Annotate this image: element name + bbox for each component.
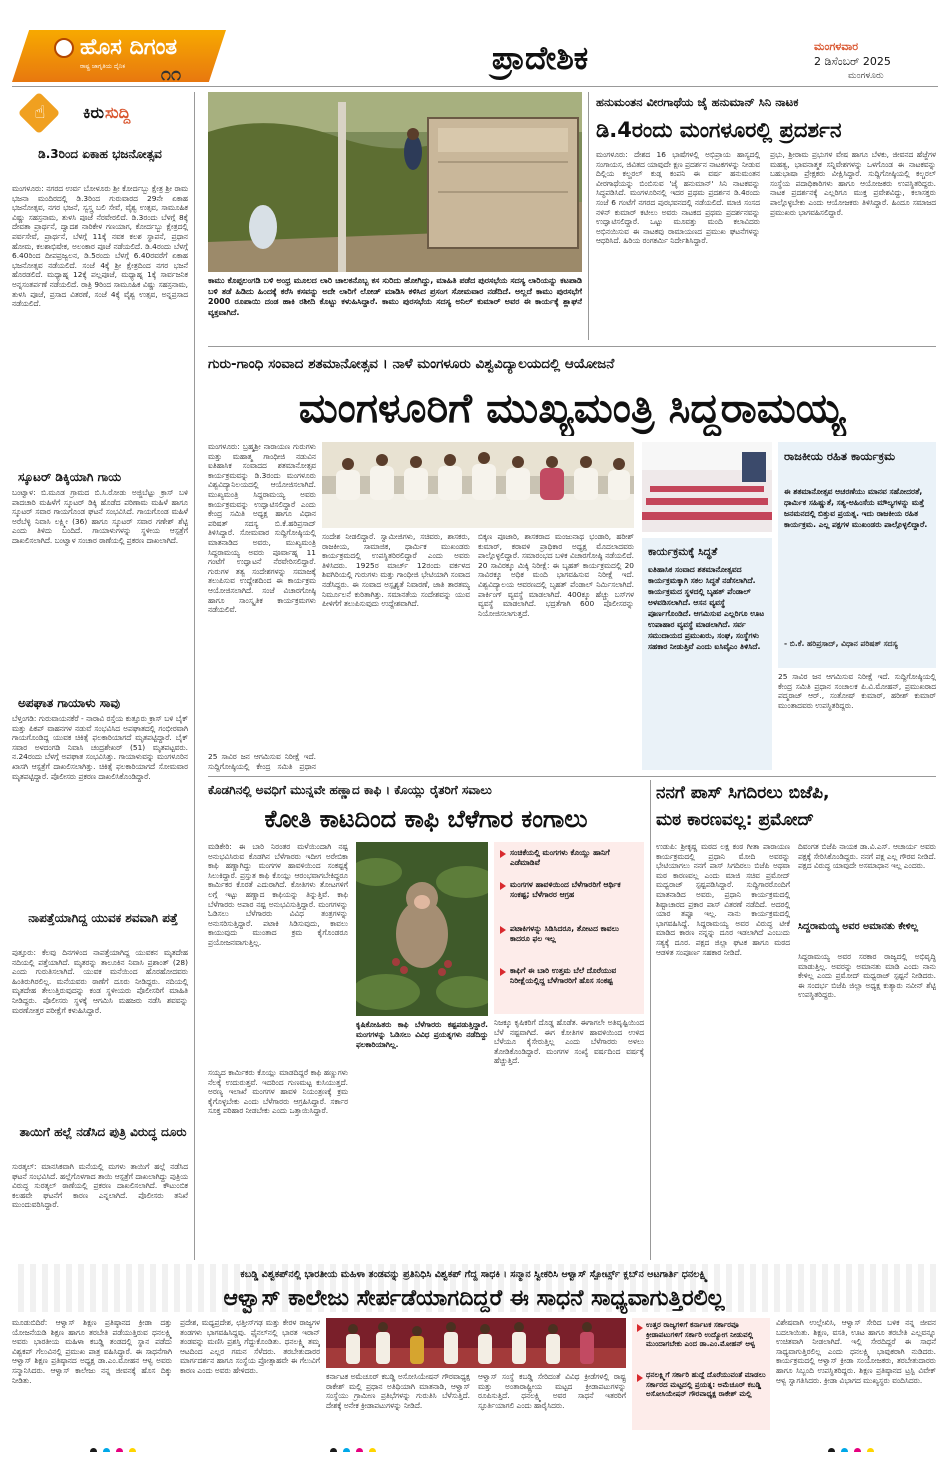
registration-dot: [854, 1448, 861, 1452]
cm-col-1b: 25 ಸಾವಿರ ಜನ ಆಗಮಿಸುವ ನಿರೀಕ್ಷೆ ಇದೆ. ಸುದ್ದಿಗೋಷ್ಠಿಯಲ್ಲಿ ಕೇಂದ್ರ ಸಮಿತಿ ಪ್ರಧಾನ: [208, 752, 316, 771]
alvas-headline: ಆಳ್ವಾಸ್ ಕಾಲೇಜು ಸೇರ್ಪಡೆಯಾಗದಿದ್ದರೆ ಈ ಸಾಧನೆ ಸಾಧ್ಯವಾಗುತ್ತಿರಲಿಲ್ಲ: [223, 1286, 725, 1311]
bullet-arrow-icon: [500, 926, 506, 934]
alvas-kicker: ಕಬಡ್ಡಿ ವಿಶ್ವಕಪ್‌ನಲ್ಲಿ ಭಾರತೀಯ ಮಹಿಳಾ ತಂಡವನ್ನು ಪ್ರತಿನಿಧಿಸಿ ವಿಶ್ವಕಪ್ ಗೆದ್ದ ಸಾಧಕಿ । ಸನ್ಮಾನ ಸ್ವೀಕರಿಸಿ ಆಳ್ವಾಸ್ ಸ್ಪೋರ್ಟ್ಸ್ ಕ್ಲಬ್‌ನ ಆಟಗಾರ್ತಿ ಧನಲಕ್ಷ್ಮಿ: [240, 1269, 708, 1280]
coffee-bullet-2: ಮಂಗಗಳ ಹಾವಳಿಯಿಂದ ಬೆಳೆಗಾರರಿಗೆ ಆರ್ಥಿಕ ಸಂಕಷ್ಟ; ಬೆಳೆಗಾರರ ಆಗ್ರಹ: [510, 880, 621, 899]
brief-2-title: ಸ್ಕೂಟರ್ ಡಿಕ್ಕಿಯಾಗಿ ಗಾಯ: [18, 470, 122, 484]
pramod-headline-2: ಮಠ ಕಾರಣವಲ್ಲ: ಪ್ರಮೋದ್: [656, 810, 814, 830]
monkey-photo: [356, 842, 488, 1016]
registration-dot: [116, 1448, 123, 1452]
registration-dot: [867, 1448, 874, 1452]
masthead-date: 2 ಡಿಸೆಂಬರ್ 2025: [814, 55, 891, 68]
kirusuddi-label-a: ಕಿರು: [82, 103, 104, 122]
page-number: ೧೧: [160, 64, 182, 85]
cm-kicker: ಗುರು-ಗಾಂಧಿ ಸಂವಾದ ಶತಮಾನೋತ್ಸವ । ನಾಳೆ ಮಂಗಳೂರು ವಿಶ್ವವಿದ್ಯಾಲಯದಲ್ಲಿ ಆಯೋಜನೆ: [208, 356, 615, 372]
registration-dot: [356, 1448, 363, 1452]
brief-4-title: ನಾಪತ್ತೆಯಾಗಿದ್ದ ಯುವಕ ಶವವಾಗಿ ಪತ್ತೆ: [28, 911, 178, 925]
cm-venue-photo: [642, 442, 772, 532]
kirusuddi-label-b: ಸುದ್ದಿ: [105, 103, 131, 122]
brief-2-body: ಬಂಟ್ವಾಳ: ಬಿ.ಮೂಡ ಗ್ರಾಮದ ಬಿ.ಸಿ.ರೋಡು ಅಜ್ಜಿಬೆಟ್ಟು ಕ್ರಾಸ್ ಬಳಿ ಪಾದಚಾರಿ ಮಹಿಳೆಗೆ ಸ್ಕೂಟರ್ ಡಿಕ್ಕಿ ಹೊಡೆದ ಪರಿಣಾಮ ಮಹಿಳೆ ಹಾಗೂ ಸ್ಕೂಟರ್ ಸವಾರ ಗಾಯಗೊಂಡ ಘಟನೆ ಸಂಭವಿಸಿದೆ. ಗಾಯಗೊಂಡ ಮಹಿಳೆ ಅರೆಬೆಳ್ಳಿ ನಿವಾಸಿ ಲಕ್ಷ್ಮೀ (36) ಹಾಗೂ ಸ್ಕೂಟರ್ ಸವಾರ ಗಣೇಶ್ ಶೆಟ್ಟಿ ಎಂದು ತಿಳಿದು ಬಂದಿದೆ. ಗಾಯಾಳುಗಳನ್ನು ಸ್ಥಳೀಯ ಆಸ್ಪತ್ರೆಗೆ ದಾಖಲಿಸಲಾಗಿದೆ. ಬಂಟ್ವಾಳ ಸಂಚಾರ ಠಾಣೆಯಲ್ಲಿ ಪ್ರಕರಣ ದಾಖಲಾಗಿದೆ.: [12, 488, 188, 545]
alvas-col-1: ಮೂಡುಬಿದಿರೆ: ಆಳ್ವಾಸ್ ಶಿಕ್ಷಣ ಪ್ರತಿಷ್ಠಾನದ ಕ್ರೀಡಾ ದತ್ತು ಯೋಜನೆಯಡಿ ಶಿಕ್ಷಣ ಹಾಗೂ ತರಬೇತಿ ಪಡೆಯುತ್ತಿರುವ ಧನಲಕ್ಷ್ಮಿ ಅವರು ಭಾರತೀಯ ಮಹಿಳಾ ಕಬಡ್ಡಿ ತಂಡದಲ್ಲಿ ಸ್ಥಾನ ಪಡೆದು ವಿಶ್ವಕಪ್ ಗೆಲುವಿನಲ್ಲಿ ಪ್ರಮುಖ ಪಾತ್ರ ವಹಿಸಿದ್ದಾರೆ. ಈ ಸಾಧನೆಗಾಗಿ ಆಳ್ವಾಸ್ ಶಿಕ್ಷಣ ಪ್ರತಿಷ್ಠಾನದ ಅಧ್ಯಕ್ಷ ಡಾ.ಎಂ.ಮೋಹನ ಆಳ್ವ ಅವರು ಸನ್ಮಾನಿಸಿದರು. ಆಳ್ವಾಸ್ ಕಾಲೇಜು ನನ್ನ ಜೀವನಕ್ಕೆ ಹೊಸ ದಿಕ್ಕು ನೀಡಿತು.: [12, 1318, 172, 1385]
pramod-subhead: ಸಿದ್ದರಾಮಯ್ಯ ಅವರ ಅಮಾನತು ಕೇಳಿಲ್ಲ: [798, 921, 919, 932]
coffee-bullet-4: ಕಾಫಿಗೆ ಈ ಬಾರಿ ಉತ್ತಮ ಬೆಲೆ ದೊರೆಯುವ ನಿರೀಕ್ಷೆಯಲ್ಲಿದ್ದ ಬೆಳೆಗಾರರಿಗೆ ಹೊಸ ಸಂಕಷ್ಟ: [510, 966, 617, 985]
coffee-col-3: ನಿಜಕ್ಕೂ ಕೃಷಿಕರಿಗೆ ದೊಡ್ಡ ಹೊಡೆತ. ಈಗಾಗಲೇ ಅತಿವೃಷ್ಟಿಯಿಂದ ಬೆಳೆ ನಷ್ಟವಾಗಿದೆ. ಈಗ ಕೋತಿಗಳ ಹಾವಳಿಯಿಂದ ಉಳಿದ ಬೆಳೆಯೂ ಕೈಸೇರುತ್ತಿಲ್ಲ ಎಂದು ಬೆಳೆಗಾರರು ಅಳಲು ತೋಡಿಕೊಂಡಿದ್ದಾರೆ. ಮಂಗಗಳ ಸಂಖ್ಯೆ ವರ್ಷದಿಂದ ವರ್ಷಕ್ಕೆ ಹೆಚ್ಚುತ್ತಿದೆ.: [494, 1018, 644, 1066]
alvas-content: [12, 1318, 936, 1430]
coffee-col-2: ಸಯ್ಯದ ಕಾರ್ಮಿಕರು ಕೊಯ್ಲು ಮಾಡದಿದ್ದರೆ ಕಾಫಿ ಹಣ್ಣುಗಳು ನೆಲಕ್ಕೆ ಉದುರುತ್ತವೆ. ಇದರಿಂದ ಗುಣಮಟ್ಟ ಕುಸಿಯುತ್ತದೆ. ಅರಣ್ಯ ಇಲಾಖೆ ಮಂಗಗಳ ಹಾವಳಿ ನಿಯಂತ್ರಣಕ್ಕೆ ಕ್ರಮ ಕೈಗೊಳ್ಳಬೇಕು ಎಂದು ಬೆಳೆಗಾರರು ಆಗ್ರಹಿಸಿದ್ದಾರೆ. ಸರ್ಕಾರ ಸೂಕ್ತ ಪರಿಹಾರ ನೀಡಬೇಕು ಎಂದು ಒತ್ತಾಯಿಸಿದ್ದಾರೆ.: [208, 1068, 348, 1116]
bullet-arrow-icon: [500, 968, 506, 976]
registration-dot: [828, 1448, 835, 1452]
pramod-col-1: ಉಡುಪಿ: ಶ್ರೀಕೃಷ್ಣ ಮಠದ ಲಕ್ಷ ಕಂಠ ಗೀತಾ ಪಾರಾಯಣ ಕಾರ್ಯಕ್ರಮದಲ್ಲಿ ಪ್ರಧಾನಿ ಮೋದಿ ಅವರನ್ನು ಭೇಟಿಯಾಗಲು ನನಗೆ ಪಾಸ್ ಸಿಗದಿರಲು ಬಿಜೆಪಿ ಅಥವಾ ಮಠ ಕಾರಣವಲ್ಲ ಎಂದು ಮಾಜಿ ಸಚಿವ ಪ್ರಮೋದ್ ಮಧ್ವರಾಜ್ ಸ್ಪಷ್ಟಪಡಿಸಿದ್ದಾರೆ. ಸುದ್ದಿಗಾರರೊಂದಿಗೆ ಮಾತನಾಡಿದ ಅವರು, ಪ್ರಧಾನಿ ಕಾರ್ಯಕ್ರಮದಲ್ಲಿ ಶಿಷ್ಟಾಚಾರದ ಪ್ರಕಾರ ಪಾಸ್ ವಿತರಣೆ ನಡೆದಿದೆ. ಅದರಲ್ಲಿ ಯಾರ ತಪ್ಪೂ ಇಲ್ಲ. ನಾನು ಕಾರ್ಯಕ್ರಮದಲ್ಲಿ ಭಾಗವಹಿಸಿದ್ದೆ. ಸಿದ್ದರಾಮಯ್ಯ ಅವರ ವಿರುದ್ಧ ಟೀಕೆ ಮಾಡಿದ ಕಾರಣ ನನ್ನನ್ನು ದೂರ ಇಡಲಾಗಿದೆ ಎಂಬುದು ಸತ್ಯಕ್ಕೆ ದೂರ. ಪಕ್ಷದ ಜಿಲ್ಲಾ ಘಟಕ ಹಾಗೂ ಮಠದ ಆಡಳಿತ ಸಂಪೂರ್ಣ ಸಹಕಾರ ನೀಡಿದೆ.: [656, 842, 790, 957]
coffee-col-1: ಮಡಿಕೇರಿ: ಈ ಬಾರಿ ನಿರಂತರ ಮಳೆಯಿಂದಾಗಿ ನಷ್ಟ ಅನುಭವಿಸಿರುವ ಕೊಡಗಿನ ಬೆಳೆಗಾರರು ಇದೀಗ ಅರೇಬಿಕಾ ಕಾಫಿ ಹಣ್ಣಾಗಿದ್ದು ಮಂಗಗಳ ಹಾವಳಿಯಿಂದ ಸಂಕಷ್ಟಕ್ಕೆ ಸಿಲುಕಿದ್ದಾರೆ. ಪ್ರಸ್ತುತ ಕಾಫಿ ಕೊಯ್ಲು ಆರಂಭವಾಗಬೇಕಿದ್ದರೂ ಕಾರ್ಮಿಕರ ಕೊರತೆ ಎದುರಾಗಿದೆ. ಕೋತಿಗಳು ತೋಟಗಳಿಗೆ ಲಗ್ಗೆ ಇಟ್ಟು ಹಣ್ಣಾದ ಕಾಫಿಯನ್ನು ತಿನ್ನುತ್ತಿವೆ. ಕಾಫಿ ಬೆಳೆಗಾರರು ಅಪಾರ ನಷ್ಟ ಅನುಭವಿಸುತ್ತಿದ್ದಾರೆ. ಮಂಗಗಳನ್ನು ಓಡಿಸಲು ಬೆಳೆಗಾರರು ವಿವಿಧ ತಂತ್ರಗಳನ್ನು ಅನುಸರಿಸುತ್ತಿದ್ದಾರೆ. ಪಟಾಕಿ ಸಿಡಿಸುವುದು, ಕಾವಲು ಕಾಯುವುದು ಮುಂತಾದ ಕ್ರಮ ಕೈಗೊಂಡರೂ ಪ್ರಯೋಜನವಾಗುತ್ತಿಲ್ಲ.: [208, 842, 348, 947]
cm-box1: [642, 538, 772, 770]
cm-box1-body: ಐತಿಹಾಸಿಕ ಸಂವಾದ ಶತಮಾನೋತ್ಸವದ ಕಾರ್ಯಕ್ರಮಕ್ಕಾಗಿ ಸಕಲ ಸಿದ್ಧತೆ ನಡೆಸಲಾಗಿದೆ. ಕಾರ್ಯಕ್ರಮದ ಸ್ಥಳದಲ್ಲಿ ಬೃಹತ್ ಪೆಂಡಾಲ್ ಅಳವಡಿಸಲಾಗಿದೆ. ಆಸನ ವ್ಯವಸ್ಥೆ ಪೂರ್ಣಗೊಂಡಿದೆ. ಆಗಮಿಸುವ ಎಲ್ಲರಿಗೂ ಊಟ ಉಪಾಹಾರ ವ್ಯವಸ್ಥೆ ಮಾಡಲಾಗಿದೆ. ಸರ್ವ ಸಮುದಾಯದ ಪ್ರಮುಖರು, ಸಂಘ, ಸಂಸ್ಥೆಗಳು ಸಹಕಾರ ನೀಡುತ್ತಿವೆ ಎಂದು ಐಸಿವೈಎಂ ತಿಳಿಸಿದೆ.: [648, 565, 765, 651]
masthead-rule: [12, 86, 938, 87]
bullet-arrow-icon: [637, 1324, 643, 1332]
alvas-bullets-box: [632, 1318, 770, 1430]
coffee-divider: [650, 780, 651, 1260]
pramod-col-3: ಸಿದ್ದರಾಮಯ್ಯ ಅವರ ಸರಕಾರ ರಾಜ್ಯದಲ್ಲಿ ಅಭಿವೃದ್ಧಿ ಮಾಡುತ್ತಿಲ್ಲ. ಅವರನ್ನು ಅಮಾನತು ಮಾಡಿ ಎಂದು ನಾನು ಕೇಳಿಲ್ಲ ಎಂದು ಪ್ರಮೋದ್ ಮಧ್ವರಾಜ್ ಸ್ಪಷ್ಟನೆ ನೀಡಿದರು. ಈ ಸಂದರ್ಭ ಬಿಜೆಪಿ ಜಿಲ್ಲಾ ಅಧ್ಯಕ್ಷ ಕುತ್ಯಾರು ನವೀನ್ ಶೆಟ್ಟಿ ಉಪಸ್ಥಿತರಿದ್ದರು.: [798, 952, 936, 1000]
registration-dot: [103, 1448, 110, 1452]
alvas-felicitation-photo: [326, 1318, 626, 1368]
hanuman-col-2: ಪ್ರಭು, ಶ್ರೀರಾಮ ಪ್ರಭುಗಳ ವೇಷ ಹಾಗೂ ಬೆಳಕು, ಜೀವನದ ಹೆಜ್ಜೆಗಳ ಮಹತ್ವ, ಭಾವನಾತ್ಮಕ ಸನ್ನಿವೇಶಗಳನ್ನು ಒಳಗೊಂಡ ಈ ನಾಟಕವನ್ನು ಬಹುಭಾಷಾ ಪ್ರೇಕ್ಷಕರು ವೀಕ್ಷಿಸಿದ್ದಾರೆ. ಸುದ್ದಿಗೋಷ್ಠಿಯಲ್ಲಿ ಕಲ್ಚರಲ್ ಸಂಸ್ಥೆಯ ಪದಾಧಿಕಾರಿಗಳು ಹಾಗೂ ಆಯೋಜಕರು ಉಪಸ್ಥಿತರಿದ್ದರು. ನಾಟಕ ಪ್ರದರ್ಶನಕ್ಕೆ ಎಲ್ಲರಿಗೂ ಮುಕ್ತ ಪ್ರವೇಶವಿದ್ದು, ಕಲಾಸಕ್ತರು ಪಾಲ್ಗೊಳ್ಳಬೇಕು ಎಂದು ಆಯೋಜಕರು ತಿಳಿಸಿದ್ದಾರೆ. ಹಿಂದೂ ಸಮಾಜದ ಪ್ರಮುಖರು ಭಾಗವಹಿಸಲಿದ್ದಾರೆ.: [770, 150, 936, 217]
coffee-headline: ಕೋತಿ ಕಾಟದಿಂದ ಕಾಫಿ ಬೆಳೆಗಾರ ಕಂಗಾಲು: [264, 805, 588, 833]
section-title: ಪ್ರಾದೇಶಿಕ: [491, 39, 589, 77]
print-color-marks-center: [330, 1440, 390, 1452]
masthead-tagline: ರಾಷ್ಟ್ರ ಜಾಗೃತಿಯ ದೈನಿಕ: [80, 63, 126, 70]
hanuman-col-1: ಮಂಗಳೂರು: ದೇಶದ 16 ಭಾಷೆಗಳಲ್ಲಿ ಅಭಿಪ್ರಾಯ ಹಾಸ್ಯದಲ್ಲಿ ಸಂಗಾಯಸ, ಜಿವಿತದ ಯಾವುದೇ ಕ್ಷಣ ಪ್ರದರ್ಶನ ನಾಟಕಗಳನ್ನು ನೀಡುವ ದಿಲ್ಲಿಯ ಕಲ್ಚರಲ್ ಕುಡ್ಗ ಕಂಪನಿ ಈ ವರ್ಷ ಹನುಮಂತನ ವೀರಗಾಥೆಯನ್ನು ಬಿಂಬಿಸುವ 'ಜೈ ಹನುಮಾನ್' ಸಿನಿ ನಾಟಕವನ್ನು ಸಿದ್ಧಪಡಿಸಿದೆ. ಮಂಗಳೂರಿನಲ್ಲಿ ಇದರ ಪ್ರಥಮ ಪ್ರದರ್ಶನ ಡಿ.4ರಂದು ಸಂಜೆ 6 ಗಂಟೆಗೆ ನಗರದ ಪುರಭವನದಲ್ಲಿ ನಡೆಯಲಿದೆ. ಮಾಜಿ ಸಂಸದ ನಳಿನ್ ಕುಮಾರ್ ಕಟೀಲು ಅವರು ನಾಟಕದ ಪ್ರಥಮ ಪ್ರದರ್ಶನವನ್ನು ಉದ್ಘಾಟಿಸಲಿದ್ದಾರೆ. ಒಟ್ಟು ಮೂವತ್ತು ಮಂದಿ ಕಲಾವಿದರು ಅಭಿನಯಿಸುವ ಈ ನಾಟಕವು ರಾಮಾಯಣದ ಪ್ರಮುಖ ಘಟನೆಗಳನ್ನು ಆಧರಿಸಿದೆ. ಹಿರಿಯ ರಂಗಕರ್ಮಿ ನಿರ್ದೇಶಿಸಿದ್ದಾರೆ.: [596, 150, 760, 246]
truck-photo: [208, 92, 582, 272]
cm-story-rule: [208, 776, 936, 777]
masthead-weekday: ಮಂಗಳವಾರ: [814, 40, 859, 53]
masthead: [0, 0, 945, 88]
alvas-bullet-1: ಉತ್ತರ ರಾಜ್ಯಗಳಿಗೆ ಕರ್ನಾಟಕ ಸರ್ಕಾರವೂ ಕ್ರೀಡಾಪಟುಗಳಿಗೆ ಸರ್ಕಾರಿ ಉದ್ಯೋಗ ನೀಡುವಲ್ಲಿ ಮುಂದಾಗಬೇಕು ಎಂದ ಡಾ.ಎಂ.ಮೋಹನ್ ಆಳ್ವ: [646, 1320, 756, 1349]
cm-box2-body: ಈ ಶತಮಾನೋತ್ಸವ ಆಚರಣೆಯು ಮಾನವ ಸಹೋದರತೆ, ಧಾರ್ಮಿಕ ಸಹಿಷ್ಣುತೆ, ಸತ್ಯ-ಅಹಿಂಸೆಯ ಮೌಲ್ಯಗಳನ್ನು ಮತ್ತೆ ಜನಮನದಲ್ಲಿ ಬಿತ್ತುವ ಪ್ರಯತ್ನ. ಇದು ರಾಜಕೀಯ ರಹಿತ ಕಾರ್ಯಕ್ರಮ. ಎಲ್ಲ ಪಕ್ಷಗಳ ಮುಖಂಡರು ಪಾಲ್ಗೊಳ್ಳಲಿದ್ದಾರೆ.: [784, 487, 928, 529]
brief-4-body: ಪುತ್ತೂರು: ಕೆಲವು ದಿನಗಳಿಂದ ನಾಪತ್ತೆಯಾಗಿದ್ದ ಯುವಕನ ಮೃತದೇಹ ನದಿಯಲ್ಲಿ ಪತ್ತೆಯಾಗಿದೆ. ಮೃತರನ್ನು ತಾಲೂಕಿನ ನಿವಾಸಿ ಪ್ರಶಾಂತ್ (28) ಎಂದು ಗುರುತಿಸಲಾಗಿದೆ. ಯುವಕ ಮನೆಯಿಂದ ಹೊರಹೋದವರು ಹಿಂತಿರುಗಿರಲಿಲ್ಲ. ಮನೆಯವರು ಠಾಣೆಗೆ ದೂರು ನೀಡಿದ್ದರು. ನದಿಯಲ್ಲಿ ಮೃತದೇಹ ತೇಲುತ್ತಿರುವುದನ್ನು ಕಂಡ ಸ್ಥಳೀಯರು ಪೊಲೀಸರಿಗೆ ಮಾಹಿತಿ ನೀಡಿದ್ದರು. ಪೊಲೀಸರು ಸ್ಥಳಕ್ಕೆ ಆಗಮಿಸಿ ಮಹಜರು ನಡೆಸಿ ಶವವನ್ನು ಮರಣೋತ್ತರ ಪರೀಕ್ಷೆಗೆ ಕಳುಹಿಸಿದ್ದಾರೆ.: [12, 948, 188, 1015]
brief-1-body: ಮಂಗಳೂರು: ನಗರದ ಉರ್ವ ಬೋಳೂರು ಶ್ರೀ ಕೋರ್ದಬ್ಬು ಕ್ಷೇತ್ರ ಶ್ರೀ ರಾಮ ಭಜನಾ ಮಂದಿರದಲ್ಲಿ ಡಿ.3ರಿಂದ ಗುರುವಾರದ 29ನೇ ಏಕಾಹ ಭಜನೋತ್ಸವ, ನಗರ ಭಜನೆ, ಸ್ವಸ್ತ್ರ ಬಲಿ ಸೇವೆ, ವೈಶ್ವ ಉತ್ಸವ, ಸಾಮೂಹಿಕ ವಿಷ್ಣು ಸಹಸ್ರನಾಮ, ತುಳಸಿ ಪೂಜೆ ನೆರವೇರಲಿದೆ. ಡಿ.3ರಂದು ಬೆಳಗ್ಗೆ 8ಕ್ಕೆ ದೇವತಾ ಪ್ರಾರ್ಥನೆ, ದ್ವಾದಶ ನಾರಿಕೇಳ ಗಣಯಾಗ, ಕೋರ್ದಬ್ಬು ಕ್ಷೇತ್ರದಲ್ಲಿ ಪರ್ವಸೇವೆ, ಪ್ರಾರ್ಥನೆ, ಬೆಳಗ್ಗೆ 11ಕ್ಕೆ ನವಕ ಕಲಶ ಸ್ಥಾಪನೆ, ಪ್ರಧಾನ ಹೋಮ, ಕಲಶಾಭಿಷೇಕ, ಅಲಂಕಾರ ಪೂಜೆ ನಡೆಯಲಿದೆ. ಡಿ.4ರಂದು ಬೆಳಗ್ಗೆ 6.40ರಿಂದ ದೀಪಪ್ರಜ್ವಲನ, ಡಿ.5ರಂದು ಬೆಳಗ್ಗೆ 6.40ರವರೆಗೆ ಏಕಾಹ ಭಜನೋತ್ಸವ ನಡೆಯಲಿದೆ. ಸಂಜೆ 4ಕ್ಕೆ ಶ್ರೀ ಕ್ಷೇತ್ರದಿಂದ ನಗರ ಭಜನೆ ಹೊರಡಲಿದೆ. ಮಧ್ಯಾಹ್ನ 12ಕ್ಕೆ ಪಲ್ಲಪೂಜೆ, ಮಧ್ಯಾಹ್ನ 1ಕ್ಕೆ ಸಾರ್ವಜನಿಕ ಅನ್ನಸಂತರ್ಪಣೆ ನಡೆಯಲಿದೆ. ರಾತ್ರಿ 9ರಿಂದ ಸಾಮೂಹಿಕ ವಿಷ್ಣು ಸಹಸ್ರನಾಮ, ತುಳಸಿ ಪೂಜೆ, ಪ್ರಸಾದ ವಿತರಣೆ, ಸಂಜೆ 4ಕ್ಕೆ ವೈಶ್ವ ಉತ್ಸವ, ಅನ್ನಪ್ರಸಾದ ನಡೆಯಲಿದೆ.: [12, 184, 188, 309]
truck-story-divider: [588, 92, 589, 340]
top-band-rule: [208, 346, 936, 347]
brief-3-title: ಅಪಘಾತ ಗಾಯಾಳು ಸಾವು: [18, 696, 121, 710]
cm-box2: [778, 442, 936, 668]
hanuman-headline: ಡಿ.4ರಂದು ಮಂಗಳೂರಲ್ಲಿ ಪ್ರದರ್ಶನ: [596, 118, 842, 142]
registration-dot: [369, 1448, 376, 1452]
masthead-name: ಹೊಸ ದಿಗಂತ: [80, 35, 178, 60]
cm-box1-title: ಕಾರ್ಯಕ್ರಮಕ್ಕೆ ಸಿದ್ಧತೆ: [648, 546, 718, 558]
masthead-city: ಮಂಗಳೂರು: [848, 71, 884, 81]
bullet-arrow-icon: [637, 1374, 643, 1382]
registration-dot: [90, 1448, 97, 1452]
print-color-marks-left: [90, 1440, 150, 1452]
kirusuddi-badge: [12, 92, 188, 134]
pramod-headline-1: ನನಗೆ ಪಾಸ್ ಸಿಗದಿರಲು ಬಿಜೆಪಿ,: [656, 783, 830, 803]
bullet-arrow-icon: [500, 850, 506, 858]
alvas-bullet-2: ಧನಲಕ್ಷ್ಮಿಗೆ ಸರ್ಕಾರಿ ಹುದ್ದೆ ದೊರೆಯುವಂತೆ ಮಾಡಲು ಸರ್ಕಾರದ ಮಟ್ಟದಲ್ಲಿ ಪ್ರಯತ್ನ: ಅಮೆಚೂರ್ ಕಬಡ್ಡಿ ಅಸೋಸಿಯೇಷನ್ ಗೌರವಾಧ್ಯಕ್ಷ ರಾಕೇಶ್ ಮಲ್ಲಿ: [646, 1370, 766, 1399]
hand-pointer-glyph: ☝: [34, 102, 46, 123]
registration-dot: [841, 1448, 848, 1452]
coffee-photo-caption: ಕೃಷಿಕೋಹಿತರು ಕಾಫಿ ಬೆಳೆಗಾರರು ಕಷ್ಟಪಡುತ್ತಿದ್ದಾರೆ. ಮಂಗಗಳನ್ನು ಓಡಿಸಲು ವಿವಿಧ ಪ್ರಯತ್ನಗಳು ನಡೆದಿದ್ದು ಫಲಕಾರಿಯಾಗಿಲ್ಲ.: [356, 1020, 488, 1049]
coffee-bullet-3: ಪಟಾಕಿಗಳನ್ನು ಸಿಡಿಸಿದರೂ, ತೋಟದ ಕಾವಲು ಕಾದರೂ ಫಲ ಇಲ್ಲ: [510, 924, 619, 943]
alvas-col-3: ಕರ್ನಾಟಕ ಅಮೆಚೂರ್ ಕಬಡ್ಡಿ ಅಸೋಸಿಯೇಷನ್ ಗೌರವಾಧ್ಯಕ್ಷ ರಾಕೇಶ್ ಮಲ್ಲಿ ಪ್ರಧಾನ ಅತಿಥಿಯಾಗಿ ಮಾತನಾಡಿ, ಆಳ್ವಾಸ್ ಸಂಸ್ಥೆಯು ಗ್ರಾಮೀಣ ಪ್ರತಿಭೆಗಳನ್ನು ಗುರುತಿಸಿ ಬೆಳೆಸುತ್ತಿದೆ. ದೇಶಕ್ಕೆ ಅನೇಕ ಕ್ರೀಡಾಪಟುಗಳನ್ನು ನೀಡಿದೆ.: [326, 1372, 470, 1410]
coffee-bullets-box: [494, 842, 644, 1014]
brief-3-body: ಬೆಳ್ತಂಗಡಿ: ಗುರುವಾಯನಕೆರೆ - ನಾರಾವಿ ರಸ್ತೆಯ ಕುತ್ತೂರು ಕ್ರಾಸ್ ಬಳಿ ಬೈಕ್ ಮತ್ತು ಪಿಕಪ್ ವಾಹನಗಳ ನಡುವೆ ಸಂಭವಿಸಿದ ಅಪಘಾತದಲ್ಲಿ ಗಂಭೀರವಾಗಿ ಗಾಯಗೊಂಡಿದ್ದ ಯುವಕ ಚಿಕಿತ್ಸೆ ಫಲಕಾರಿಯಾಗದೆ ಮೃತಪಟ್ಟಿದ್ದಾರೆ. ಬೈಕ್ ಸವಾರ ಅಳದಂಗಡಿ ನಿವಾಸಿ ಚಂದ್ರಶೇಖರ್ (51) ಮೃತಪಟ್ಟವರು. ನ.24ರಂದು ಬೆಳಗ್ಗೆ ಅಪಘಾತ ಸಂಭವಿಸಿತ್ತು. ಗಾಯಾಳುವನ್ನು ಮಂಗಳೂರಿನ ಖಾಸಗಿ ಆಸ್ಪತ್ರೆಗೆ ದಾಖಲಿಸಲಾಗಿತ್ತು. ಚಿಕಿತ್ಸೆ ಫಲಕಾರಿಯಾಗದೆ ಸೋಮವಾರ ಮೃತಪಟ್ಟಿದ್ದಾರೆ. ಪೊಲೀಸರು ಪ್ರಕರಣ ದಾಖಲಿಸಿಕೊಂಡಿದ್ದಾರೆ.: [12, 714, 188, 781]
pramod-col-2: ದಿವಂಗತ ಬಿಜೆಪಿ ನಾಯಕ ಡಾ.ವಿ.ಎಸ್. ಆಚಾರ್ಯ ಅವರು ಪಕ್ಷಕ್ಕೆ ಸೇರಿಸಿಕೊಂಡಿದ್ದರು. ನನಗೆ ಪಕ್ಷ ಎಲ್ಲ ಗೌರವ ನೀಡಿದೆ. ಪಕ್ಷದ ವಿರುದ್ಧ ಯಾವುದೇ ಅಸಮಾಧಾನ ಇಲ್ಲ ಎಂದರು.: [798, 842, 936, 871]
coffee-kicker: ಕೊಡಗಿನಲ್ಲಿ ಅವಧಿಗೆ ಮುನ್ನವೇ ಹಣ್ಣಾದ ಕಾಫಿ । ಕೊಯ್ಲು ರೈತರಿಗೆ ಸವಾಲು: [208, 783, 492, 797]
brief-1-title: ಡಿ.3ರಿಂದ ಏಕಾಹ ಭಜನೋತ್ಸವ: [38, 147, 162, 161]
alvas-col-5: ವಿಶೇಷವಾಗಿ ಉಲ್ಲೇಖಿಸಿ, ಆಳ್ವಾಸ್ ಸೇರಿದ ಬಳಿಕ ನನ್ನ ಜೀವನ ಬದಲಾಯಿತು. ಶಿಕ್ಷಣ, ವಸತಿ, ಊಟ ಹಾಗೂ ತರಬೇತಿ ಎಲ್ಲವನ್ನೂ ಉಚಿತವಾಗಿ ನೀಡಲಾಗಿದೆ. ಇಲ್ಲಿ ಸೇರದಿದ್ದರೆ ಈ ಸಾಧನೆ ಸಾಧ್ಯವಾಗುತ್ತಿರಲಿಲ್ಲ ಎಂದು ಧನಲಕ್ಷ್ಮಿ ಭಾವುಕರಾಗಿ ನುಡಿದರು. ಕಾರ್ಯಕ್ರಮದಲ್ಲಿ ಆಳ್ವಾಸ್ ಕ್ರೀಡಾ ಸಂಯೋಜಕರು, ತರಬೇತುದಾರರು ಹಾಗೂ ಸಿಬ್ಬಂದಿ ಉಪಸ್ಥಿತರಿದ್ದರು. ಶಿಕ್ಷಣ ಪ್ರತಿಷ್ಠಾನದ ಟ್ರಸ್ಟಿ ವಿವೇಕ್ ಆಳ್ವ ಸ್ವಾಗತಿಸಿದರು. ಕ್ರೀಡಾ ವಿಭಾಗದ ಮುಖ್ಯಸ್ಥರು ವಂದಿಸಿದರು.: [776, 1318, 936, 1385]
logo-emblem-icon: [54, 38, 74, 58]
truck-caption: ಕಾಮು ಕೊಪ್ಪಲಂಗಡಿ ಬಳಿ ಅಂಧ್ರ ಮೂಲದ ಲಾರಿ ಚಾಲಕನೊಬ್ಬ ಕಸ ಸುರಿದು ಹೋಗಿದ್ದು, ಮಾಹಿತಿ ಪಡೆದ ಪುರಸಭೆಯ ಸದಸ್ಯ ಲಾರಿಯನ್ನು ಕಟಪಾಡಿ ಬಳಿ ತಡೆ ಹಿಡಿದು ಹಿಂದಕ್ಕೆ ಕರೆಸಿ ಕಸವನ್ನು ಅದೇ ಲಾರಿಗೆ ಲೋಡ್ ಮಾಡಿಸಿ ಕಳಿಸಿದ ಪ್ರಸಂಗ ಸೋಮವಾರ ನಡೆದಿದೆ. ಅಲ್ಲದೆ ಕಾಮು ಪುರಸಭೆಗೆ 2000 ರೂಪಾಯಿ ದಂಡ ಹಾಕಿ ರಶೀದಿ ಕೊಟ್ಟು ಕಳುಹಿಸಿದ್ದಾರೆ. ಕಾಮು ಪುರಸಭೆಯ ಸದಸ್ಯ ಅನಿಲ್ ಕುಮಾರ್ ಅವರ ಈ ಕಾರ್ಯಕ್ಕೆ ಶ್ಲಾಘನೆ ವ್ಯಕ್ತವಾಗಿದೆ.: [208, 276, 582, 317]
hanuman-kicker: ಹನುಮಂತನ ವೀರಗಾಥೆಯ ಜೈ ಹನುಮಾನ್ ಸಿನಿ ನಾಟಕ: [596, 95, 799, 109]
left-column-divider: [194, 92, 195, 1260]
brief-5-title: ತಾಯಿಗೆ ಹಲ್ಲೆ ನಡೆಸಿದ ಪುತ್ರಿ ವಿರುದ್ಧ ದೂರು: [19, 1125, 187, 1139]
kirusuddi-column: [12, 92, 188, 1410]
bullet-arrow-icon: [500, 882, 506, 890]
coffee-bullet-1: ಸಂಚಿಕೆಯಲ್ಲಿ ಮಂಗಗಳು ಕೊಯ್ಲು ಹಾನಿಗೆ ಎಡೆಮಾಡಿವೆ: [510, 848, 610, 867]
alvas-col-4: ಆಳ್ವಾಸ್ ಸಂಸ್ಥೆ ಕಬಡ್ಡಿ ಸೇರಿದಂತೆ ವಿವಿಧ ಕ್ರೀಡೆಗಳಲ್ಲಿ ರಾಷ್ಟ್ರ ಮತ್ತು ಅಂತಾರಾಷ್ಟ್ರೀಯ ಮಟ್ಟದ ಕ್ರೀಡಾಪಟುಗಳನ್ನು ರೂಪಿಸುತ್ತಿದೆ. ಧನಲಕ್ಷ್ಮಿ ಅವರ ಸಾಧನೆ ಇತರರಿಗೆ ಸ್ಫೂರ್ತಿಯಾಗಲಿ ಎಂದು ಹಾರೈಸಿದರು.: [478, 1372, 626, 1410]
registration-dot: [330, 1448, 337, 1452]
registration-dot: [343, 1448, 350, 1452]
cm-box2-title: ರಾಜಕೀಯ ರಹಿತ ಕಾರ್ಯಕ್ರಮ: [784, 449, 896, 463]
alvas-col-2: ಪ್ರದೇಶ, ಮಧ್ಯಪ್ರದೇಶ, ಛತ್ತೀಸ್‌ಗಢ ಮತ್ತು ಕೇರಳ ರಾಜ್ಯಗಳ ತಂಡಗಳು ಭಾಗವಹಿಸಿದ್ದವು. ಫೈನಲ್‌ನಲ್ಲಿ ಭಾರತ ಇರಾನ್ ತಂಡವನ್ನು ಮಣಿಸಿ ಪ್ರಶಸ್ತಿ ಗೆದ್ದುಕೊಂಡಿತು. ಧನಲಕ್ಷ್ಮಿ ತಮ್ಮ ಆಟದಿಂದ ಎಲ್ಲರ ಗಮನ ಸೆಳೆದರು. ತರಬೇತುದಾರರ ಮಾರ್ಗದರ್ಶನ ಹಾಗೂ ಸಂಸ್ಥೆಯ ಪ್ರೋತ್ಸಾಹವೇ ಈ ಗೆಲುವಿಗೆ ಕಾರಣ ಎಂದು ಅವರು ಹೇಳಿದರು.: [180, 1318, 320, 1375]
cm-col-3: ಬಿಕ್ಕಣ ಪೂಜಾರಿ, ಶಾಸಕರಾದ ಮಂಜುನಾಥ ಭಂಡಾರಿ, ಹರೀಶ್ ಕುಮಾರ್, ಕರಾವಳಿ ಪ್ರಾಧಿಕಾರ ಅಧ್ಯಕ್ಷ ಮೊದಲಾದವರು ಪಾಲ್ಗೊಳ್ಳಲಿದ್ದಾರೆ. ಸಮಾರಂಭದ ಬಳಿಕ ವಿಚಾರಗೋಷ್ಠಿ ನಡೆಯಲಿದೆ. 20 ಸಾವಿರಕ್ಕೂ ಮಿಕ್ಕಿ ನಿರೀಕ್ಷೆ: ಈ ಬೃಹತ್ ಕಾರ್ಯಕ್ರಮದಲ್ಲಿ 20 ಸಾವಿರಕ್ಕೂ ಅಧಿಕ ಮಂದಿ ಭಾಗವಹಿಸುವ ನಿರೀಕ್ಷೆ ಇದೆ. ವಿಶ್ವವಿದ್ಯಾಲಯ ಆವರಣದಲ್ಲಿ ಬೃಹತ್ ಪೆಂಡಾಲ್ ನಿರ್ಮಿಸಲಾಗಿದೆ. ಪಾರ್ಕಿಂಗ್ ವ್ಯವಸ್ಥೆ ಮಾಡಲಾಗಿದೆ. 400ಕ್ಕೂ ಹೆಚ್ಚು ಬಸ್‌ಗಳ ವ್ಯವಸ್ಥೆ ಮಾಡಲಾಗಿದೆ. ಭದ್ರತೆಗಾಗಿ 600 ಪೊಲೀಸರನ್ನು ನಿಯೋಜಿಸಲಾಗುತ್ತದೆ.: [478, 532, 634, 618]
cm-col-2: ಸಂದೇಶ ನೀಡಲಿದ್ದಾರೆ. ಸ್ವಾಮೀಜಿಗಳು, ಸಚಿವರು, ಶಾಸಕರು, ರಾಜಕೀಯ, ಸಾಮಾಜಿಕ, ಧಾರ್ಮಿಕ ಮುಖಂಡರು ಕಾರ್ಯಕ್ರಮದಲ್ಲಿ ಉಪಸ್ಥಿತರಿರಲಿದ್ದಾರೆ ಎಂದು ಅವರು ತಿಳಿಸಿದರು. 1925ರ ಮಾರ್ಚ್ 12ರಂದು ವರ್ಕಳದ ಶಿವಗಿರಿಯಲ್ಲಿ ಗುರುಗಳು ಮತ್ತು ಗಾಂಧೀಜಿ ಭೇಟಿಯಾಗಿ ಸಂವಾದ ನಡೆಸಿದ್ದರು. ಈ ಸಂವಾದ ಅಸ್ಪೃಶ್ಯತೆ ನಿವಾರಣೆ, ಜಾತಿ ತಾರತಮ್ಯ ನಿರ್ಮೂಲನೆ ಕುರಿತಾಗಿತ್ತು. ಸಮಾನತೆಯ ಸಂದೇಶವನ್ನು ಯುವ ಪೀಳಿಗೆಗೆ ತಲುಪಿಸುವುದು ಉದ್ದೇಶವಾಗಿದೆ.: [322, 532, 470, 609]
brief-5-body: ಸುರತ್ಕಲ್: ಮಾನಸಿಕವಾಗಿ ಮನೆಯಲ್ಲಿ ಮಗಳು ತಾಯಿಗೆ ಹಲ್ಲೆ ನಡೆಸಿದ ಘಟನೆ ಸಂಭವಿಸಿದೆ. ಹಲ್ಲೆಗೊಳಗಾದ ತಾಯಿ ಆಸ್ಪತ್ರೆಗೆ ದಾಖಲಾಗಿದ್ದು ಪುತ್ರಿಯ ವಿರುದ್ಧ ಸುರತ್ಕಲ್ ಠಾಣೆಯಲ್ಲಿ ಪ್ರಕರಣ ದಾಖಲಿಸಲಾಗಿದೆ. ಕೌಟುಂಬಿಕ ಕಲಹವೇ ಘಟನೆಗೆ ಕಾರಣ ಎನ್ನಲಾಗಿದೆ. ಪೊಲೀಸರು ತನಿಖೆ ಮುಂದುವರಿಸಿದ್ದಾರೆ.: [12, 1162, 188, 1210]
cm-col-1: ಮಂಗಳೂರು: ಬ್ರಹ್ಮಶ್ರೀ ನಾರಾಯಣ ಗುರುಗಳು ಮತ್ತು ಮಹಾತ್ಮ ಗಾಂಧೀಜಿ ನಡುವಿನ ಐತಿಹಾಸಿಕ ಸಂವಾದದ ಶತಮಾನೋತ್ಸವ ಕಾರ್ಯಕ್ರಮವನ್ನು ಡಿ.3ರಂದು ಮಂಗಳೂರು ವಿಶ್ವವಿದ್ಯಾನಿಲಯದಲ್ಲಿ ಆಯೋಜಿಸಲಾಗಿದೆ. ಮುಖ್ಯಮಂತ್ರಿ ಸಿದ್ದರಾಮಯ್ಯ ಅವರು ಕಾರ್ಯಕ್ರಮವನ್ನು ಉದ್ಘಾಟಿಸಲಿದ್ದಾರೆ ಎಂದು ಕೇಂದ್ರ ಸಮಿತಿ ಅಧ್ಯಕ್ಷ ಹಾಗೂ ವಿಧಾನ ಪರಿಷತ್ ಸದಸ್ಯ ಬಿ.ಕೆ.ಹರಿಪ್ರಸಾದ್ ತಿಳಿಸಿದ್ದಾರೆ. ಸೋಮವಾರ ಸುದ್ದಿಗೋಷ್ಠಿಯಲ್ಲಿ ಮಾತನಾಡಿದ ಅವರು, ಮುಖ್ಯಮಂತ್ರಿ ಸಿದ್ದರಾಮಯ್ಯ ಅವರು ಪೂರ್ವಾಹ್ನ 11 ಗಂಟೆಗೆ ಉದ್ಘಾಟನೆ ನೆರವೇರಿಸಲಿದ್ದಾರೆ. ಗುರುಗಳ ತತ್ವ ಸಂದೇಶಗಳನ್ನು ಸಮಾಜಕ್ಕೆ ತಲುಪಿಸುವ ಉದ್ದೇಶದಿಂದ ಈ ಕಾರ್ಯಕ್ರಮ ಆಯೋಜಿಸಲಾಗಿದೆ. ಸಂಜೆ ವಿಚಾರಗೋಷ್ಠಿ ಹಾಗೂ ಸಾಂಸ್ಕೃತಿಕ ಕಾರ್ಯಕ್ರಮಗಳು ನಡೆಯಲಿವೆ.: [208, 442, 316, 615]
print-color-marks-right: [828, 1440, 888, 1452]
cm-headline: ಮಂಗಳೂರಿಗೆ ಮುಖ್ಯಮಂತ್ರಿ ಸಿದ್ದರಾಮಯ್ಯ: [298, 384, 846, 432]
registration-dot: [129, 1448, 136, 1452]
cm-aside: 25 ಸಾವಿರ ಜನ ಆಗಮಿಸುವ ನಿರೀಕ್ಷೆ ಇದೆ. ಸುದ್ದಿಗೋಷ್ಠಿಯಲ್ಲಿ ಕೇಂದ್ರ ಸಮಿತಿ ಪ್ರಧಾನ ಸಂಚಾಲಕ ಪಿ.ವಿ.ಮೋಹನ್, ಪ್ರಮುಖರಾದ ಪದ್ಮರಾಜ್ ಆರ್., ಸಂತೋಷ್ ಕುಮಾರ್, ಹರೀಶ್ ಕುಮಾರ್ ಮುಂತಾದವರು ಉಪಸ್ಥಿತರಿದ್ದರು.: [778, 672, 936, 710]
cm-box2-signature: - ಬಿ.ಕೆ. ಹರಿಪ್ರಸಾದ್, ವಿಧಾನ ಪರಿಷತ್ ಸದಸ್ಯ: [784, 639, 898, 648]
cm-press-meet-photo: [322, 442, 634, 528]
